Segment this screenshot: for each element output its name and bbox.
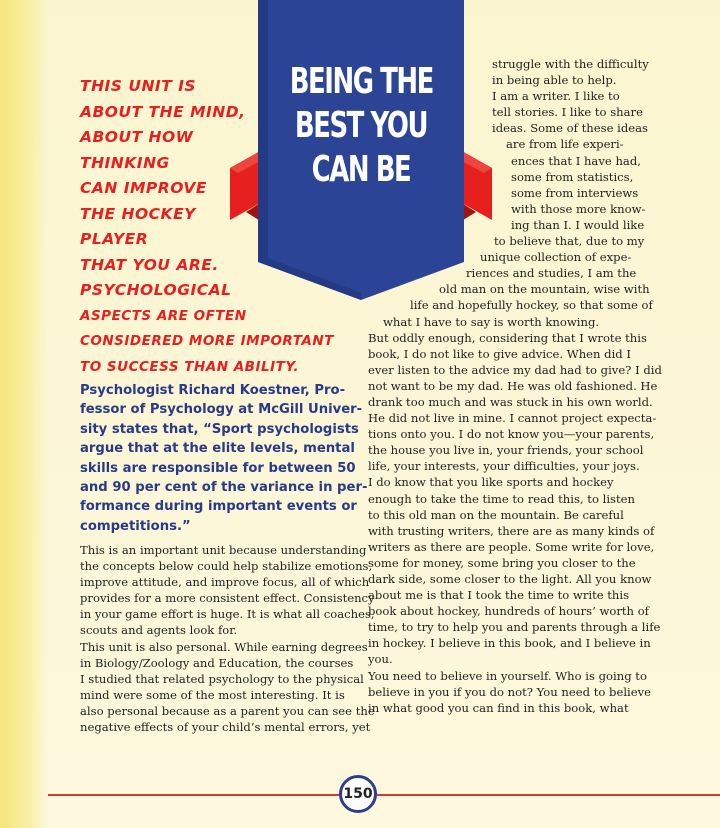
banner-title-line: BEST YOU [294,105,428,146]
body-line: scouts and agents look for. [80,623,238,638]
body-line: in hockey. I believe in this book, and I believe in [368,636,651,651]
banner-title-line: CAN BE [311,149,411,190]
body-line: book about hockey, hundreds of hours’ worth of [368,604,649,619]
intro-line: PLAYER [80,230,149,248]
body-line: I do know that you like sports and hockey [368,475,614,490]
body-line: I studied that related psychology to the physical [80,671,364,686]
body-line: You need to believe in yourself. Who is going to [368,668,647,683]
body-line: enough to take the time to read this, to listen [368,491,635,506]
intro-line: ABOUT HOW [80,128,194,146]
body-line: also personal because as a parent you can see the [80,703,375,718]
footer-rule [48,794,720,796]
body-line: ever listen to the advice my dad had to give? I did [368,362,662,377]
quote-line: argue that at the elite levels, mental [80,441,355,457]
body-line: to this old man on the mountain. Be careful [368,507,624,522]
body-line: dark side, some closer to the light. All you know [368,572,652,586]
quote-line: formance during important events or [80,499,357,515]
body-line: are from life experi- [506,137,624,152]
body-line: But oddly enough, considering that I wrote this [368,330,647,345]
body-line: riences and studies, I am the [466,266,637,281]
body-line: improve attitude, and improve focus, all of which [80,575,370,590]
body-line: believe in you if you do not? You need to believe [368,684,652,699]
body-line: ences that I have had, [511,153,641,168]
body-line: unique collection of expe- [480,250,632,265]
page-number-badge: 150 [339,775,377,813]
body-line: provides for a more consistent effect. Consistency [80,591,375,606]
body-line: He did not live in mine. I cannot project expecta- [368,411,657,426]
intro-line: CAN IMPROVE [80,179,207,197]
body-line: with those more know- [511,201,646,216]
body-line: in your game effort is huge. It is what all coaches, [80,607,375,622]
body-line: in Biology/Zoology and Education, the courses [80,655,354,670]
body-line: negative effects of your child’s mental errors, yet [80,720,371,735]
quote-line: sity states that, “Sport psychologists [80,421,359,437]
body-line: life, your interests, your difficulties, your joys. [368,459,640,474]
intro-line: THIS UNIT IS [80,77,197,95]
intro-line: THINKING [80,153,170,172]
body-line: some from interviews [511,185,639,200]
quote-line: skills are responsible for between 50 [80,460,356,476]
quote-line: and 90 per cent of the variance in per- [80,480,368,496]
intro-line: PSYCHOLOGICAL [80,281,232,299]
body-line: about me is that I took the time to write this [368,588,630,603]
body-line: book, I do not like to give advice. When did I [368,346,631,361]
body-line: in what good you can find in this book, what [368,700,629,715]
intro-line: ABOUT THE MIND, [80,102,246,121]
body-line: tell stories. I like to share [492,105,643,120]
body-line: This is an important unit because understanding [80,543,367,557]
intro-line: THE HOCKEY [80,204,196,223]
body-line: you. [368,652,393,667]
quote-line: competitions.” [80,518,191,534]
body-line: some from statistics, [511,169,634,184]
banner-title-line: BEING THE [289,61,433,102]
intro-line: TO SUCCESS THAN ABILITY. [80,358,299,375]
body-line: with trusting writers, there are as many kinds of [368,523,655,538]
body-line: This unit is also personal. While earning degrees [80,639,368,654]
body-line: to believe that, due to my [494,234,645,249]
quote-line: Psychologist Richard Koestner, Pro- [80,383,346,398]
body-line: I am a writer. I like to [492,89,620,104]
body-line: the house you live in, your friends, your school [368,443,644,458]
body-line: writers as there are people. Some write for love, [368,539,655,554]
body-line: old man on the mountain, wise with [439,282,650,297]
body-line: mind were some of the most interesting. It is [80,687,345,702]
body-line: ing than I. I would like [511,217,645,232]
body-line: life and hopefully hockey, so that some of [410,298,653,313]
intro-line: THAT YOU ARE. [80,255,219,274]
body-line: what I have to say is worth knowing. [383,314,600,329]
body-text-right-column [0,56,720,716]
intro-line: ASPECTS ARE OFTEN [80,307,247,324]
body-line: in being able to help. [492,73,617,88]
body-line: some for money, some bring you closer to the [368,555,636,570]
body-line: not want to be my dad. He was old fashioned. He [368,378,658,393]
body-line: time, to try to help you and parents through a life [368,620,661,635]
body-line: drank too much and was stuck in his own world. [368,394,653,409]
body-line: struggle with the difficulty [492,57,649,71]
intro-line: CONSIDERED MORE IMPORTANT [80,333,334,349]
quote-line: fessor of Psychology at McGill Univer- [80,402,363,418]
body-line: ideas. Some of these ideas [492,121,648,136]
body-line: the concepts below could help stabilize emotions, [80,559,373,574]
body-line: tions onto you. I do not know you—your parents, [368,427,655,442]
